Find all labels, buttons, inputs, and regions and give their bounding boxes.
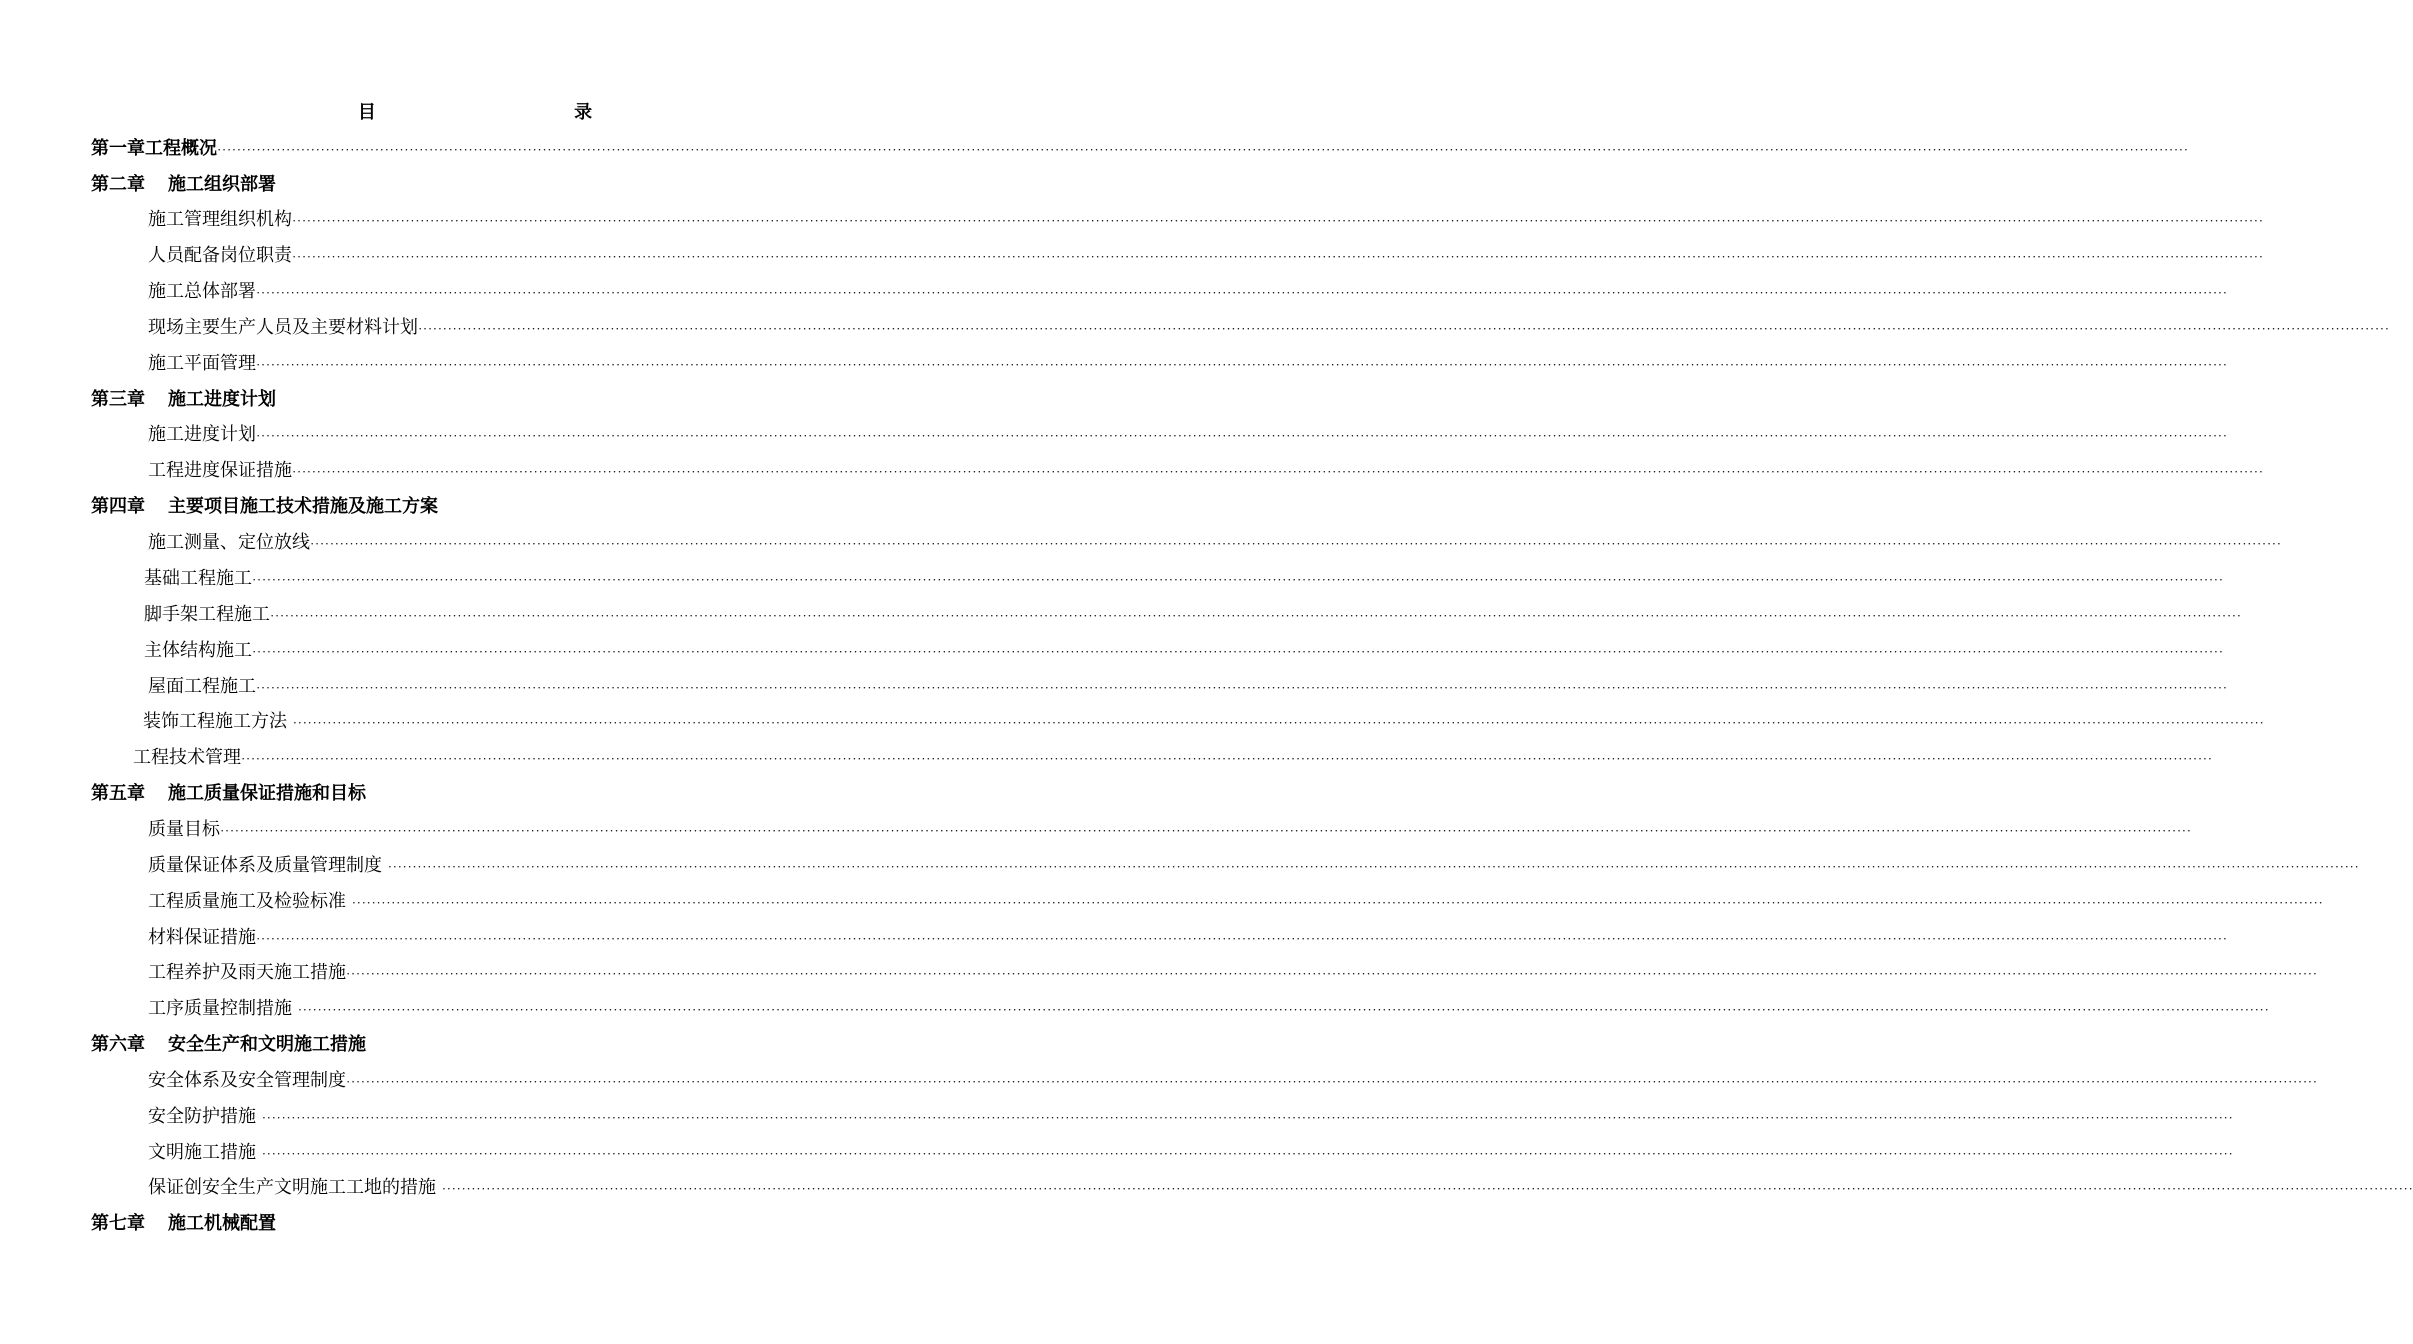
chapter-number: 第五章 <box>91 783 145 804</box>
toc-section[interactable] <box>148 817 2192 843</box>
toc-section[interactable] <box>148 1104 2234 1130</box>
dot-leader: ················································································································································································································································································································································································································ <box>441 1181 2413 1196</box>
dot-leader: ················································································································································································································································································································································································································ <box>387 859 2360 874</box>
dot-leader: ················································································································································································································································································································································································································ <box>256 680 2228 695</box>
dot-leader: ················································································································································································································································································································································································································ <box>256 428 2228 443</box>
chapter-title: 施工质量保证措施和目标 <box>168 783 366 804</box>
chapter-number: 第二章 <box>91 174 145 195</box>
toc-section[interactable] <box>148 674 2228 700</box>
toc-chapter[interactable] <box>91 781 366 807</box>
dot-leader: ················································································································································································································································································································································································································ <box>270 608 2242 623</box>
section-title: 人员配备岗位职责 <box>148 245 292 266</box>
dot-leader: ················································································································································································································································································································································································································ <box>346 966 2318 981</box>
toc-section[interactable] <box>144 638 2224 664</box>
chapter-title: 工程概况 <box>145 138 217 159</box>
toc-section[interactable] <box>133 745 2213 771</box>
section-title: 施工管理组织机构 <box>148 209 292 230</box>
toc-section[interactable] <box>148 925 2228 951</box>
chapter-number: 第七章 <box>91 1213 145 1234</box>
dot-leader: ················································································································································································································································································································································································································ <box>297 1002 2270 1017</box>
chapter-number: 第一章 <box>91 138 145 159</box>
section-title: 主体结构施工 <box>144 640 252 661</box>
section-title: 施工总体部署 <box>148 281 256 302</box>
toc-section[interactable] <box>148 279 2228 305</box>
section-title: 工程质量施工及检验标准 <box>148 891 352 912</box>
toc-section[interactable] <box>148 960 2318 986</box>
toc-chapter[interactable] <box>91 494 438 520</box>
toc-section[interactable] <box>148 853 2360 879</box>
section-title: 施工平面管理 <box>148 353 256 374</box>
toc-chapter[interactable] <box>91 387 276 413</box>
chapter-number: 第四章 <box>91 496 145 517</box>
section-title: 工程技术管理 <box>133 747 241 768</box>
toc-section[interactable] <box>143 709 2265 735</box>
dot-leader: ················································································································································································································································································································································································································ <box>256 357 2228 372</box>
toc-section[interactable] <box>148 1068 2318 1094</box>
section-title: 施工进度计划 <box>148 424 256 445</box>
chapter-title: 施工机械配置 <box>168 1213 276 1234</box>
chapter-title: 主要项目施工技术措施及施工方案 <box>168 496 438 517</box>
section-title: 脚手架工程施工 <box>144 604 270 625</box>
dot-leader: ················································································································································································································································································································································································································ <box>220 823 2192 838</box>
section-title: 现场主要生产人员及主要材料计划 <box>148 317 418 338</box>
dot-leader: ················································································································································································································································································································································································································ <box>310 536 2282 551</box>
dot-leader: ················································································································································································································································································································································································································ <box>252 572 2224 587</box>
toc-section[interactable] <box>148 243 2264 269</box>
toc-section[interactable] <box>148 889 2324 915</box>
dot-leader: ················································································································································································································································································································································································································ <box>252 644 2224 659</box>
toc-section[interactable] <box>148 458 2264 484</box>
dot-leader: ················································································································································································································································································································································································································ <box>241 751 2213 766</box>
toc-chapter[interactable] <box>91 172 276 198</box>
chapter-title: 安全生产和文明施工措施 <box>168 1034 366 1055</box>
section-title: 施工测量、定位放线 <box>148 532 310 553</box>
toc-chapter[interactable] <box>91 1211 276 1237</box>
toc-section[interactable] <box>148 1140 2234 1166</box>
section-title: 保证创安全生产文明施工工地的措施 <box>148 1177 442 1198</box>
toc-section[interactable] <box>144 566 2224 592</box>
dot-leader: ················································································································································································································································································································································································································ <box>351 895 2324 910</box>
dot-leader: ················································································································································································································································································································································································································ <box>292 249 2264 264</box>
dot-leader: ················································································································································································································································································································································································································ <box>217 142 2189 157</box>
dot-leader: ················································································································································································································································································································································································································ <box>256 285 2228 300</box>
section-title: 工程养护及雨天施工措施 <box>148 962 346 983</box>
toc-section[interactable] <box>148 315 2390 341</box>
toc-section[interactable] <box>148 422 2228 448</box>
dot-leader: ················································································································································································································································································································································································································ <box>418 321 2390 336</box>
toc-title: 目 录 <box>357 102 689 123</box>
toc-section[interactable] <box>148 1175 2413 1201</box>
section-title: 文明施工措施 <box>148 1142 262 1163</box>
toc-section[interactable] <box>148 530 2282 556</box>
toc-chapter[interactable] <box>91 1032 366 1058</box>
section-title: 安全防护措施 <box>148 1106 262 1127</box>
dot-leader: ················································································································································································································································································································································································································ <box>346 1074 2318 1089</box>
dot-leader: ················································································································································································································································································································································································································ <box>292 715 2265 730</box>
dot-leader: ················································································································································································································································································································································································································ <box>256 931 2228 946</box>
toc-chapter[interactable] <box>91 136 2189 162</box>
toc-section[interactable] <box>148 207 2264 233</box>
toc-section[interactable] <box>144 602 2242 628</box>
dot-leader: ················································································································································································································································································································································································································ <box>261 1146 2234 1161</box>
section-title: 工序质量控制措施 <box>148 998 298 1019</box>
section-title: 质量目标 <box>148 819 220 840</box>
section-title: 基础工程施工 <box>144 568 252 589</box>
dot-leader: ················································································································································································································································································································································································································ <box>292 464 2264 479</box>
section-title: 安全体系及安全管理制度 <box>148 1070 346 1091</box>
chapter-title: 施工进度计划 <box>168 389 276 410</box>
section-title: 质量保证体系及质量管理制度 <box>148 855 388 876</box>
dot-leader: ················································································································································································································································································································································································································ <box>292 213 2264 228</box>
section-title: 装饰工程施工方法 <box>143 711 293 732</box>
dot-leader: ················································································································································································································································································································································································································ <box>261 1110 2234 1125</box>
toc-section[interactable] <box>148 351 2228 377</box>
toc-section[interactable] <box>148 996 2270 1022</box>
chapter-number: 第三章 <box>91 389 145 410</box>
section-title: 屋面工程施工 <box>148 676 256 697</box>
chapter-number: 第六章 <box>91 1034 145 1055</box>
chapter-title: 施工组织部署 <box>168 174 276 195</box>
section-title: 工程进度保证措施 <box>148 460 292 481</box>
section-title: 材料保证措施 <box>148 927 256 948</box>
